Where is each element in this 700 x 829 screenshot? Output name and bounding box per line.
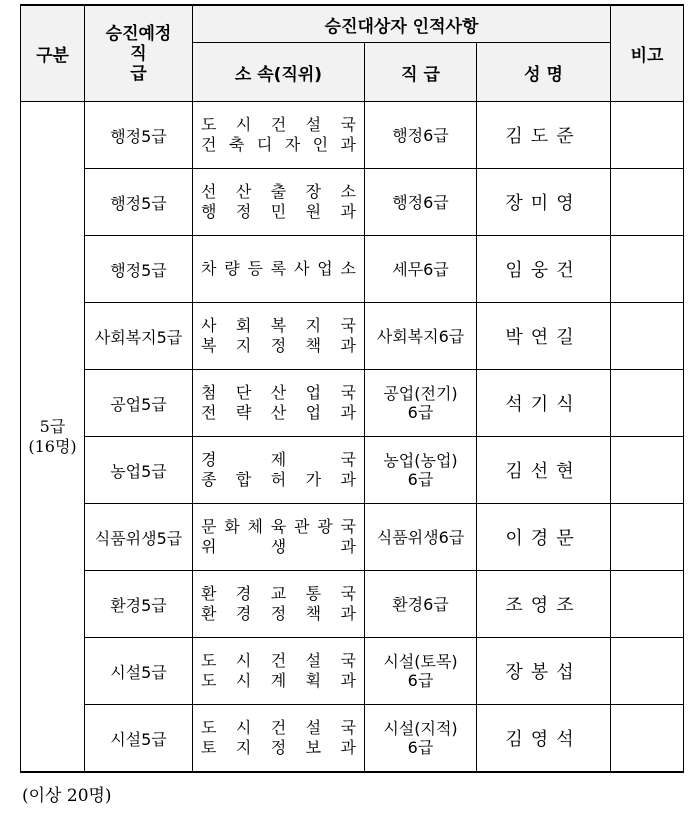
header-rank: 직 급	[365, 43, 477, 102]
affiliation-dept-line1: 첨 단 산 업 국	[201, 383, 356, 402]
remark-cell	[611, 571, 684, 638]
affiliation-dept-line2: 위 생 과	[201, 537, 356, 556]
name-cell: 박연길	[477, 303, 611, 370]
affiliation-cell	[193, 303, 365, 370]
header-planned-rank-line2: 직 급	[130, 43, 177, 84]
name-cell: 장봉섭	[477, 638, 611, 705]
affiliation-cell	[193, 102, 365, 169]
name-cell: 임웅건	[477, 236, 611, 303]
remark-cell	[611, 437, 684, 504]
name-cell: 김선현	[477, 437, 611, 504]
remark-cell	[611, 102, 684, 169]
remark-cell	[611, 504, 684, 571]
roster-body	[21, 102, 684, 773]
remark-cell	[611, 638, 684, 705]
affiliation-dept-line2: 건 축 디 자 인 과	[201, 135, 356, 154]
table-row	[21, 571, 684, 638]
category-value-line2: (16명)	[28, 436, 77, 456]
rank-line1: 행정6급	[392, 125, 449, 145]
table-row	[21, 169, 684, 236]
remark-cell	[611, 169, 684, 236]
affiliation-dept-line1: 사 회 복 지 국	[201, 316, 356, 335]
planned-rank-cell: 시설5급	[85, 705, 193, 773]
promotion-roster-table	[20, 4, 684, 773]
affiliation-cell	[193, 571, 365, 638]
affiliation-dept-line2: 도 시 계 획 과	[201, 671, 356, 690]
rank-line1: 세무6급	[392, 259, 449, 279]
rank-cell	[365, 236, 477, 303]
category-cell	[21, 102, 85, 773]
table-row	[21, 102, 684, 169]
name-cell: 석기식	[477, 370, 611, 437]
rank-line1: 행정6급	[392, 192, 449, 212]
affiliation-dept-line1: 차 량 등 록 사 업 소	[201, 259, 356, 278]
header-candidate-info: 승진대상자 인적사항	[193, 5, 611, 43]
header-remarks: 비고	[611, 5, 684, 102]
header-planned-rank	[85, 5, 193, 102]
remark-cell	[611, 370, 684, 437]
affiliation-cell	[193, 236, 365, 303]
rank-cell	[365, 638, 477, 705]
rank-line2: 6급	[407, 470, 434, 489]
affiliation-dept-line2: 환 경 정 책 과	[201, 604, 356, 623]
rank-line1: 사회복지6급	[376, 326, 465, 346]
affiliation-cell	[193, 169, 365, 236]
rank-cell	[365, 571, 477, 638]
affiliation-cell	[193, 504, 365, 571]
header-category: 구분	[21, 5, 85, 102]
header-affiliation: 소 속(직위)	[193, 43, 365, 102]
rank-cell	[365, 303, 477, 370]
table-row	[21, 705, 684, 773]
rank-line1: 시설(토목)	[383, 652, 458, 671]
affiliation-dept-line2: 전 략 산 업 과	[201, 403, 356, 422]
rank-line1: 시설(지적)	[383, 719, 458, 738]
table-row	[21, 638, 684, 705]
affiliation-cell	[193, 705, 365, 773]
footnote: (이상 20명)	[22, 786, 112, 806]
affiliation-dept-line1: 선 산 출 장 소	[201, 182, 356, 201]
planned-rank-cell: 시설5급	[85, 638, 193, 705]
planned-rank-cell: 농업5급	[85, 437, 193, 504]
planned-rank-cell: 행정5급	[85, 102, 193, 169]
table-row	[21, 236, 684, 303]
table-row	[21, 504, 684, 571]
rank-line2: 6급	[407, 403, 434, 422]
affiliation-dept-line1: 문 화 체 육 관 광 국	[201, 517, 356, 536]
planned-rank-cell: 사회복지5급	[85, 303, 193, 370]
planned-rank-cell: 환경5급	[85, 571, 193, 638]
table-row	[21, 437, 684, 504]
header-planned-rank-line1: 승진예정	[105, 23, 172, 44]
affiliation-cell	[193, 370, 365, 437]
remark-cell	[611, 705, 684, 773]
affiliation-dept-line2: 복 지 정 책 과	[201, 336, 356, 355]
affiliation-dept-line1: 도 시 건 설 국	[201, 651, 356, 670]
affiliation-dept-line1: 도 시 건 설 국	[201, 115, 356, 134]
rank-cell	[365, 705, 477, 773]
planned-rank-cell: 행정5급	[85, 169, 193, 236]
rank-line2: 6급	[407, 738, 434, 757]
planned-rank-cell: 행정5급	[85, 236, 193, 303]
remark-cell	[611, 303, 684, 370]
rank-line1: 공업(전기)	[383, 384, 458, 403]
planned-rank-cell: 식품위생5급	[85, 504, 193, 571]
affiliation-dept-line2: 종 합 허 가 과	[201, 470, 356, 489]
header-name: 성 명	[477, 43, 611, 102]
rank-cell	[365, 370, 477, 437]
rank-cell	[365, 504, 477, 571]
category-value-line1: 5급	[39, 416, 66, 436]
rank-line1: 환경6급	[392, 594, 449, 614]
planned-rank-cell: 공업5급	[85, 370, 193, 437]
affiliation-dept-line1: 경 제 국	[201, 450, 356, 469]
name-cell: 장미영	[477, 169, 611, 236]
name-cell: 조영조	[477, 571, 611, 638]
rank-line1: 식품위생6급	[376, 527, 465, 547]
table-row	[21, 370, 684, 437]
affiliation-dept-line2: 토 지 정 보 과	[201, 738, 356, 757]
rank-cell	[365, 437, 477, 504]
name-cell: 김도준	[477, 102, 611, 169]
table-row	[21, 303, 684, 370]
remark-cell	[611, 236, 684, 303]
affiliation-dept-line1: 환 경 교 통 국	[201, 584, 356, 603]
affiliation-cell	[193, 638, 365, 705]
name-cell: 김영석	[477, 705, 611, 773]
affiliation-cell	[193, 437, 365, 504]
rank-cell	[365, 169, 477, 236]
rank-line1: 농업(농업)	[383, 451, 458, 470]
rank-line2: 6급	[407, 671, 434, 690]
affiliation-dept-line2: 행 정 민 원 과	[201, 202, 356, 221]
name-cell: 이경문	[477, 504, 611, 571]
affiliation-dept-line1: 도 시 건 설 국	[201, 718, 356, 737]
rank-cell	[365, 102, 477, 169]
